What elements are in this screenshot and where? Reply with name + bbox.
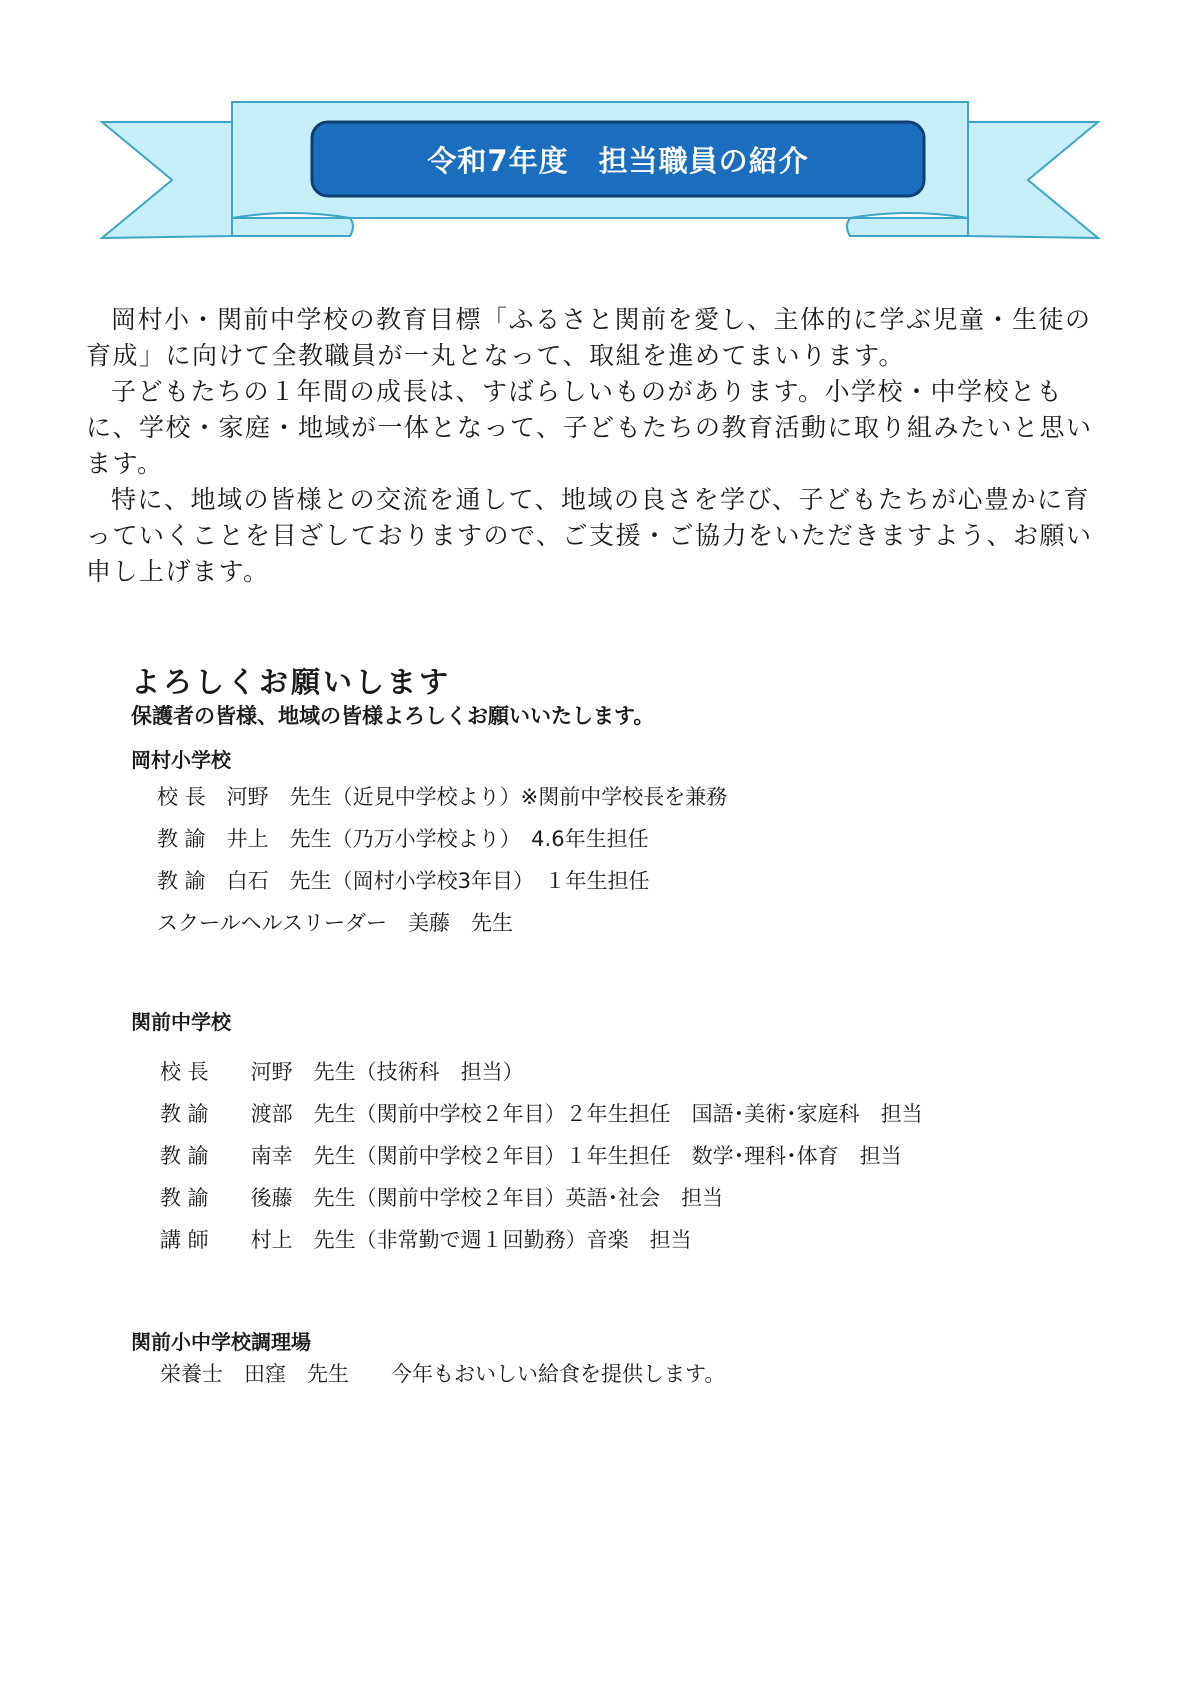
intro-paragraph: 特に、地域の皆様との交流を通して、地域の良さを学び、子どもたちが心豊かに育っていくことを目ざしておりますので、ご支援・ご協力をいただきますよう、お願い申し上げます。 <box>86 485 1093 586</box>
staff-line: 教 諭 後藤 先生（関前中学校２年目）英語･社会 担当 <box>160 1186 724 1210</box>
greeting-title: よろしくお願いします <box>131 665 452 699</box>
staff-line: 講 師 村上 先生（非常勤で週１回勤務）音楽 担当 <box>160 1228 692 1252</box>
section-heading-sekizen: 関前中学校 <box>131 1010 231 1034</box>
ribbon-tail-left <box>102 122 232 238</box>
staff-line: 教 諭 白石 先生（岡村小学校3年目） １年生担任 <box>157 869 650 893</box>
ribbon-tail-right <box>968 122 1098 238</box>
greeting-subtitle: 保護者の皆様、地域の皆様よろしくお願いいたします。 <box>131 704 655 728</box>
intro-paragraph: 岡村小・関前中学校の教育目標「ふるさと関前を愛し、主体的に学ぶ児童・生徒の育成」に向けて全教職員が一丸となって、取組を進めてまいります。 <box>86 305 1092 370</box>
ribbon-fold-left <box>232 218 353 236</box>
staff-line: 教 諭 渡部 先生（関前中学校２年目）２年生担任 国語･美術･家庭科 担当 <box>160 1102 923 1126</box>
page-title: 令和7年度 担当職員の紹介 <box>427 143 809 178</box>
intro-text <box>86 302 1106 590</box>
staff-line: 校 長 河野 先生（技術科 担当） <box>160 1060 524 1084</box>
staff-line: 校 長 河野 先生（近見中学校より）※関前中学校長を兼務 <box>157 785 728 809</box>
section-heading-kitchen: 関前小中学校調理場 <box>131 1330 311 1354</box>
section-heading-okamura: 岡村小学校 <box>131 748 231 772</box>
staff-line: 栄養士 田窪 先生 今年もおいしい給食を提供します。 <box>160 1362 726 1386</box>
staff-line: 教 諭 井上 先生（乃万小学校より） 4.6年生担任 <box>157 827 649 851</box>
intro-paragraph: 子どもたちの１年間の成長は、すばらしいものがあります。小学校・中学校ともに、学校・家庭・地域が一体となって、子どもたちの教育活動に取り組みたいと思います。 <box>86 377 1093 478</box>
staff-line: スクールヘルスリーダー 美藤 先生 <box>157 911 513 935</box>
ribbon-fold-right <box>847 218 968 236</box>
staff-line: 教 諭 南幸 先生（関前中学校２年目）１年生担任 数学･理科･体育 担当 <box>160 1144 902 1168</box>
